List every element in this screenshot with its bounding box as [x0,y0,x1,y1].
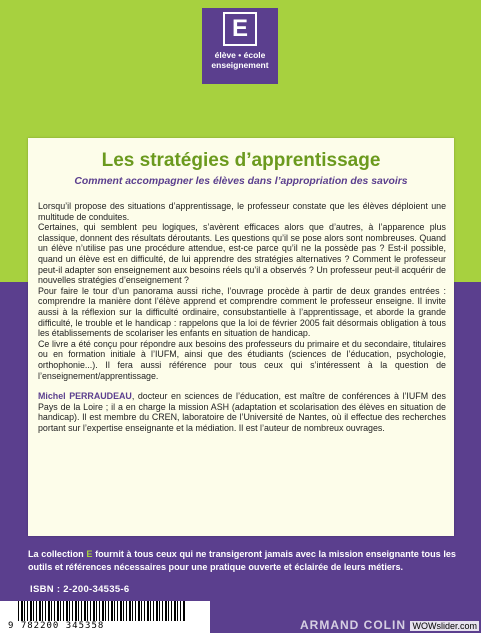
logo-letter: E [223,12,257,46]
logo-line-2: enseignement [211,60,269,70]
blurb-paragraph: Certaines, qui semblent peu logiques, s’avèrent efficaces alors que d’autres, à l’apparence plus classique, donnent des résultats déroutants. Les questions qu’il se pose alors sont nombreuses. Quand un élève n’utilise pas une procédure attendue, est-ce parce qu’il ne la possède pas ? Est-il possible, quand un élève est en difficulté, de lui apprendre des stratégies alternatives ? Comment le professeur peut-il adapter son enseignement aux besoins réels qu’il a observés ? Un professeur peut-il acquérir de nouvelles stratégies d’enseignement ? [38,222,446,286]
collection-statement [28,548,456,574]
watermark: WOWslider.com [412,621,477,631]
blurb-paragraph: Pour faire le tour d’un panorama aussi riche, l’ouvrage procède à partir de deux grandes entrées : comprendre la manière dont l’élève apprend et comprendre comment le professeur enseigne. Il invite aussi à la réflexion sur la difficulté ordinaire, consubstantielle à l’apprentissage, et aborde la grande difficulté, le trouble et le handicap : rappelons que la loi de février 2005 fait désormais obligation à tous les établissements de scolariser les enfants en situation de handicap. [38,285,446,339]
isbn: ISBN : 2-200-34535-6 [30,584,130,595]
book-title: Les stratégies d’apprentissage [101,150,381,171]
blurb-paragraph: Lorsqu’il propose des situations d’apprentissage, le professeur constate que les élèves déploient une multitude de conduites. [38,201,446,222]
collection-suffix: fournit à tous ceux qui ne transigeront jamais avec la mission enseignante tous les outils et références nécessaires pour une pratique ouverte et éclairée de leurs métiers. [28,549,456,572]
barcode-digits: 9 782200 345358 [8,621,105,631]
blurb-paragraph: Ce livre a été conçu pour répondre aux besoins des professeurs du primaire et du secondaire, titulaires ou en formation initiale à l’IUFM, ainsi que des étudiants (sciences de l’éducation, psychologie, orthophonie...). Il fera aussi référence pour tous ceux qui s’intéressent à la question de l’enseignement/apprentissage. [38,338,446,381]
author-bio-text: , docteur en sciences de l’éducation, est maître de conférences à l’IUFM des Pays de la Loire ; il a en charge la mission ASH (adaptation et scolarisation des élèves en situation de handicap). Il est membre du CREN, laboratoire de l’Université de Nantes, où il effectue des recherches portant sur l’expertise enseignante et la médiation. Il est l’auteur de nombreux ouvrages. [38,391,446,433]
collection-prefix: La collection [28,549,87,559]
collection-letter: E [86,549,93,559]
collection-logo [202,8,278,84]
logo-line-1: élève • école [214,50,266,60]
barcode-icon [18,601,186,621]
blurb [38,201,446,433]
back-cover-panel [28,138,454,536]
book-subtitle: Comment accompagner les élèves dans l’appropriation des savoirs [74,176,408,187]
publisher-logo: ARMAND COLIN [300,618,406,632]
author-name: Michel PERRAUDEAU [38,391,132,402]
author-bio [38,391,446,433]
